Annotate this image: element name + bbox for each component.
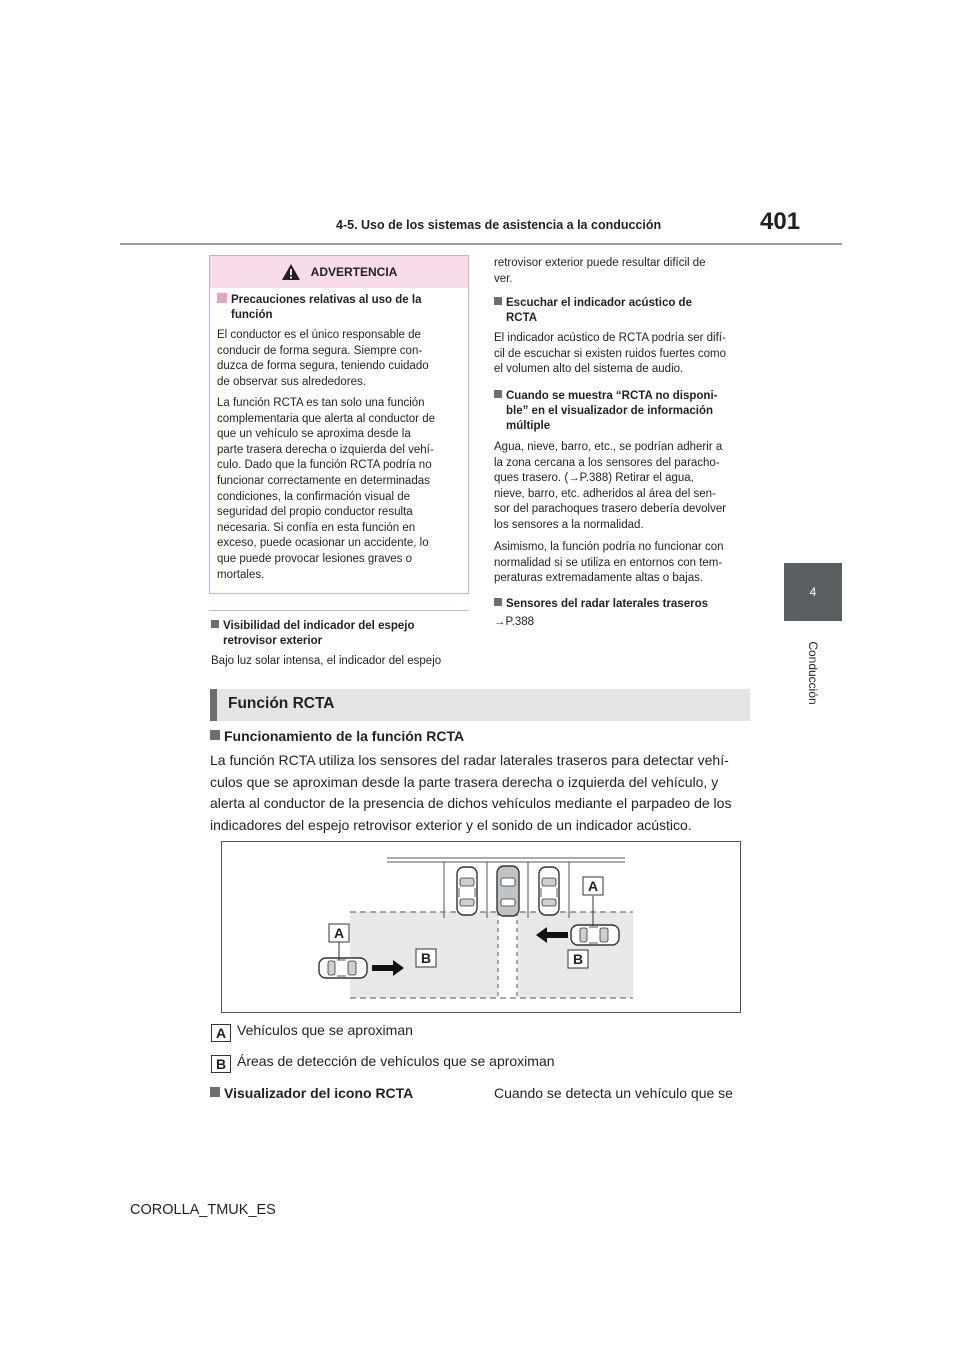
warning-header	[210, 256, 468, 288]
parked-car-1	[457, 867, 477, 915]
running-header-title: 4-5. Uso de los sistemas de asistencia a la conducción	[336, 218, 662, 232]
right-col-continuation: retrovisor exterior puede resultar difícil de ver.	[494, 257, 706, 285]
square-bullet-icon	[494, 390, 502, 398]
rcta-operation-subhead-text: Funcionamiento de la función RCTA	[224, 728, 465, 744]
square-bullet-icon	[210, 730, 220, 740]
legend-key: B	[211, 1055, 231, 1073]
legend-key: A	[211, 1024, 231, 1042]
subhead-line: retrovisor exterior	[223, 635, 323, 647]
rcta-icon-text: Cuando se detecta un vehículo que se	[494, 1085, 733, 1101]
chapter-tab-label	[785, 638, 841, 708]
parked-car-2	[539, 867, 559, 915]
header-divider	[120, 243, 842, 245]
approaching-car-left	[319, 958, 367, 978]
figure-label-a: A	[333, 925, 345, 941]
section-heading: Función RCTA	[228, 695, 335, 712]
legend-item-b	[211, 1053, 555, 1073]
document-footer: COROLLA_TMUK_ES	[130, 1202, 276, 1218]
unavailable-subhead: Cuando se muestra “RCTA no disponi- ble” en el visualizador de información múltiple	[494, 389, 717, 434]
unavailable-text-1: Agua, nieve, barro, etc., se podrían adherir a la zona cercana a los sensores del paracho- ques trasero. (→P.388) Retirar el agua, nieve, barro, etc. adheridos al área del sen- sor del parachoques trasero debería devolver los sensores a la normalidad.	[494, 441, 727, 531]
radar-sensors-subhead: Sensores del radar laterales traseros	[494, 597, 708, 612]
figure-label-b: B	[420, 950, 432, 966]
section-heading-bar	[210, 689, 750, 721]
column-separator	[209, 610, 469, 611]
square-bullet-icon	[211, 620, 219, 628]
warning-paragraph-2: La función RCTA es tan solo una función complementaria que alerta al conductor de que un vehículo se aproxima desde la parte trasera derecha o izquierda del vehí- culo. Dado que la función RCTA podría no funcionar correctamente en determinadas condiciones, la confirmación visual de seguridad del propio conductor resulta necesaria. Si confía en esta función en exceso, puede ocasionar un accidente, lo que puede provocar lesiones graves o mortales.	[217, 397, 435, 581]
figure-label-a: A	[587, 878, 599, 894]
warning-subhead	[217, 293, 422, 323]
radar-sensors-page-ref[interactable]: →P.388	[494, 616, 535, 628]
page-number: 401	[760, 208, 801, 235]
rcta-icon-subhead-text: Visualizador del icono RCTA	[224, 1085, 414, 1101]
rcta-description: La función RCTA utiliza los sensores del radar laterales traseros para detectar vehí- culos que se aproximan desde la parte trasera derecha o izquierda del vehículo, y alerta al conductor de la presencia de dichos vehículos mediante el parpadeo de los indicadores del espejo retrovisor exterior y el sonido de un indicador acústico.	[210, 752, 732, 833]
legend-item-a	[211, 1022, 413, 1042]
warning-box	[209, 255, 469, 594]
square-bullet-icon	[494, 297, 502, 305]
square-bullet-icon	[494, 598, 502, 606]
buzzer-subhead: Escuchar el indicador acústico de RCTA	[494, 296, 692, 326]
chapter-tab-label-text: Conducción	[806, 641, 820, 705]
rcta-diagram	[221, 841, 741, 1013]
figure-label-b: B	[572, 951, 584, 967]
legend-text: Áreas de detección de vehículos que se aproximan	[237, 1053, 555, 1069]
mirror-indicator-subhead	[211, 619, 415, 649]
subhead-line: Visibilidad del indicador del espejo	[223, 620, 415, 632]
reversing-car	[497, 866, 519, 916]
warning-paragraph-1: El conductor es el único responsable de conducir de forma segura. Siempre con- duzca de forma segura, teniendo cuidado de observar sus alrededores.	[217, 329, 429, 388]
unavailable-text-2: Asimismo, la función podría no funcionar con normalidad si se utiliza en entornos con tem- peraturas extremadamente altas o bajas.	[494, 541, 724, 585]
warning-subhead-line: Precauciones relativas al uso de la	[231, 294, 422, 306]
chapter-tab: 4	[784, 563, 842, 621]
approaching-car-right	[571, 925, 619, 945]
square-bullet-icon	[210, 1087, 220, 1097]
warning-title: ADVERTENCIA	[310, 265, 398, 279]
warning-subhead-line: función	[231, 309, 273, 321]
legend-text: Vehículos que se aproximan	[237, 1022, 413, 1038]
rcta-icon-subhead	[210, 1085, 413, 1101]
rcta-operation-subhead	[210, 728, 464, 744]
parking-lot-illustration	[222, 842, 740, 1012]
warning-triangle-icon	[281, 263, 301, 281]
square-bullet-icon	[217, 293, 227, 303]
mirror-indicator-text: Bajo luz solar intensa, el indicador del espejo	[211, 655, 442, 667]
buzzer-text: El indicador acústico de RCTA podría ser difí- cil de escuchar si existen ruidos fuertes como el volumen alto del sistema de audio.	[494, 332, 727, 376]
